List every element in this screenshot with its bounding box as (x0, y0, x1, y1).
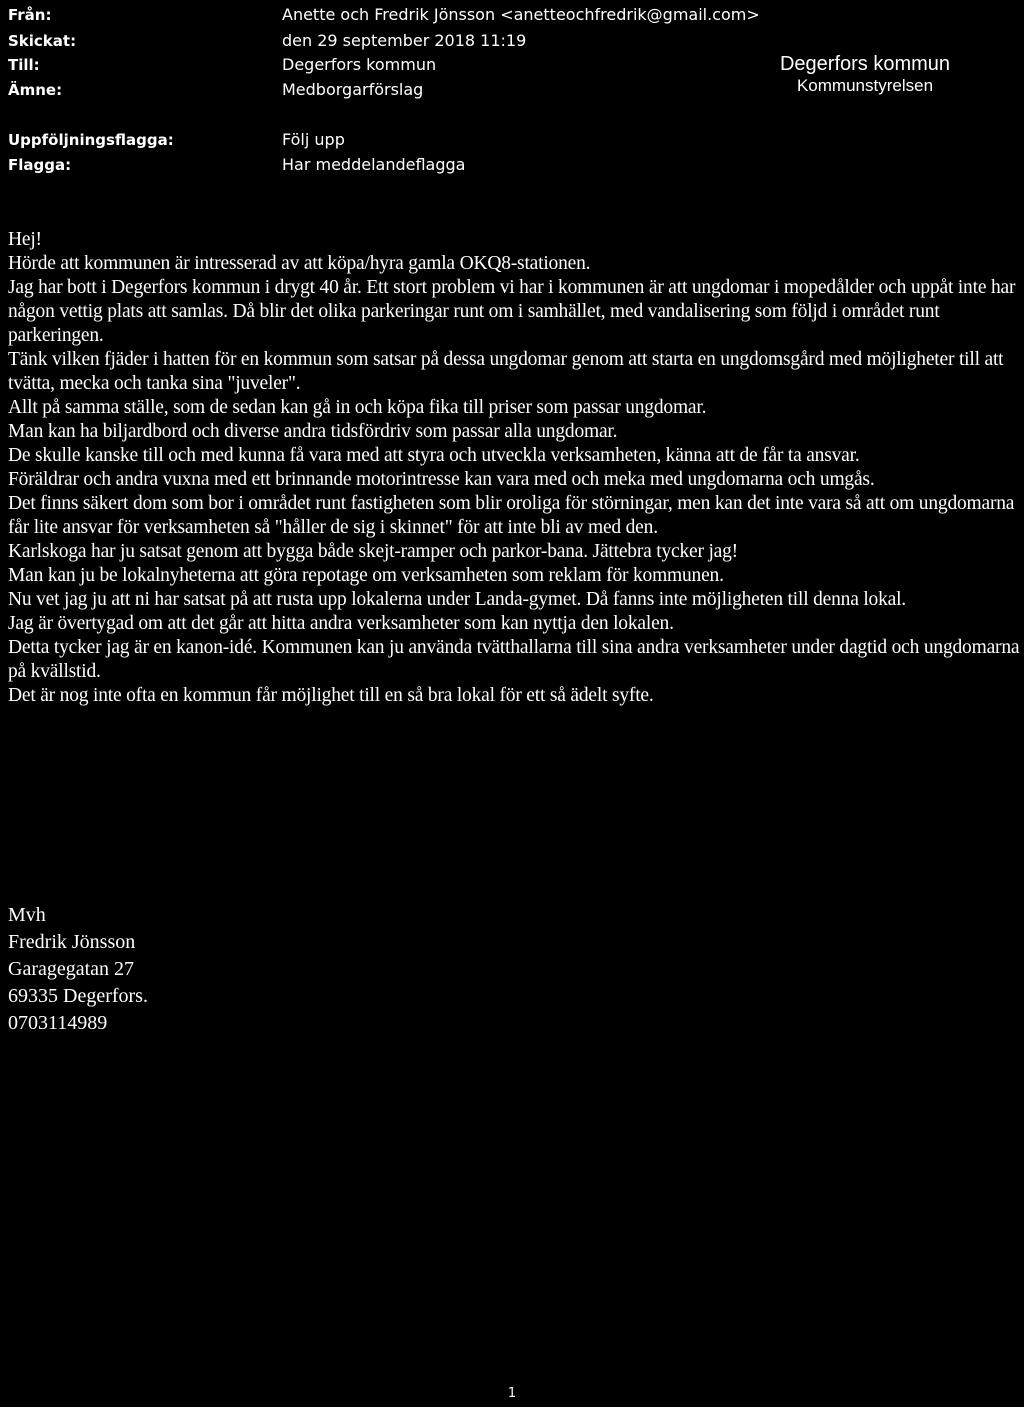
signature-city: 69335 Degerfors. (8, 985, 148, 1007)
from-row (8, 2, 1018, 28)
subject-value: Medborgarförslag (282, 80, 424, 99)
body-paragraph: Det är nog inte ofta en kommun får möjlighet till en så bra lokal för ett så ädelt syfte. (8, 685, 654, 706)
body-paragraph: Hörde att kommunen är intresserad av att köpa/hyra gamla OKQ8-stationen. (8, 253, 591, 274)
signature-closing: Mvh (8, 904, 46, 926)
body-paragraph: Jag har bott i Degerfors kommun i drygt 40 år. Ett stort problem vi har i kommunen är att ungdomar i mopedålder och uppåt inte har någon vettig plats att samlas. Då blir det olika parkeringar runt om i samhället, med vandalisering som följd i området runt parkeringen. (8, 277, 1016, 346)
signature-name: Fredrik Jönsson (8, 931, 136, 953)
to-value: Degerfors kommun (282, 55, 437, 74)
followup-value: Följ upp (282, 130, 345, 149)
body-paragraph: Föräldrar och andra vuxna med ett brinnande motorintresse kan vara med och meka med ungdomarna och umgås. (8, 469, 875, 490)
stamp-board: Kommunstyrelsen (796, 76, 934, 95)
followup-row (8, 127, 1018, 153)
body-paragraph: De skulle kanske till och med kunna få vara med att styra och utveckla verksamheten, känna att de får ta ansvar. (8, 445, 860, 466)
signature-block (8, 902, 148, 1037)
from-label: Från: (8, 6, 52, 24)
body-paragraph: Det finns säkert dom som bor i området runt fastigheten som blir oroliga för störningar, men kan det inte vara så att om ungdomarna får lite ansvar för verksamheten så "håller de sig i skinnet" för att inte bli av med den. (8, 493, 1015, 538)
subject-label: Ämne: (8, 81, 63, 99)
body-paragraph: Nu vet jag ju att ni har satsat på att rusta upp lokalerna under Landa-gymet. Då fanns inte möjligheten till denna lokal. (8, 589, 906, 610)
body-paragraph: Karlskoga har ju satsat genom att bygga både skejt-ramper och parkor-bana. Jättebra tycker jag! (8, 541, 738, 562)
to-label: Till: (8, 56, 40, 74)
flag-value: Har meddelandeflagga (282, 155, 466, 174)
received-stamp (720, 52, 1010, 96)
flag-label: Flagga: (8, 156, 72, 174)
signature-street: Garagegatan 27 (8, 958, 135, 980)
body-paragraph: Man kan ha biljardbord och diverse andra tidsfördriv som passar alla ungdomar. (8, 421, 618, 442)
followup-label: Uppföljningsflagga: (8, 131, 174, 149)
signature-phone: 0703114989 (8, 1012, 108, 1034)
email-body (8, 228, 1020, 708)
body-paragraph: Detta tycker jag är en kanon-idé. Kommunen kan ju använda tvätthallarna till sina andra verksamheter under dagtid och ungdomarna på kvällstid. (8, 637, 1020, 682)
sent-value: den 29 september 2018 11:19 (282, 31, 527, 50)
body-paragraph: Jag är övertygad om att det går att hitta andra verksamheter som kan nyttja den lokalen. (8, 613, 674, 634)
sent-row (8, 28, 1018, 54)
sent-label: Skickat: (8, 32, 77, 50)
body-paragraph: Hej! (8, 229, 42, 250)
body-paragraph: Allt på samma ställe, som de sedan kan gå in och köpa fika till priser som passar ungdomar. (8, 397, 707, 418)
body-paragraph: Man kan ju be lokalnyheterna att göra repotage om verksamheten som reklam för kommunen. (8, 565, 724, 586)
body-paragraph: Tänk vilken fjäder i hatten för en kommun som satsar på dessa ungdomar genom att starta en ungdomsgård med möjligheter till att tvätta, mecka och tanka sina "juveler". (8, 349, 1004, 394)
page-number: 1 (507, 1386, 517, 1401)
stamp-municipality: Degerfors kommun (779, 53, 951, 75)
from-value: Anette och Fredrik Jönsson <anetteochfredrik@gmail.com> (282, 5, 760, 24)
flag-row (8, 152, 1018, 178)
